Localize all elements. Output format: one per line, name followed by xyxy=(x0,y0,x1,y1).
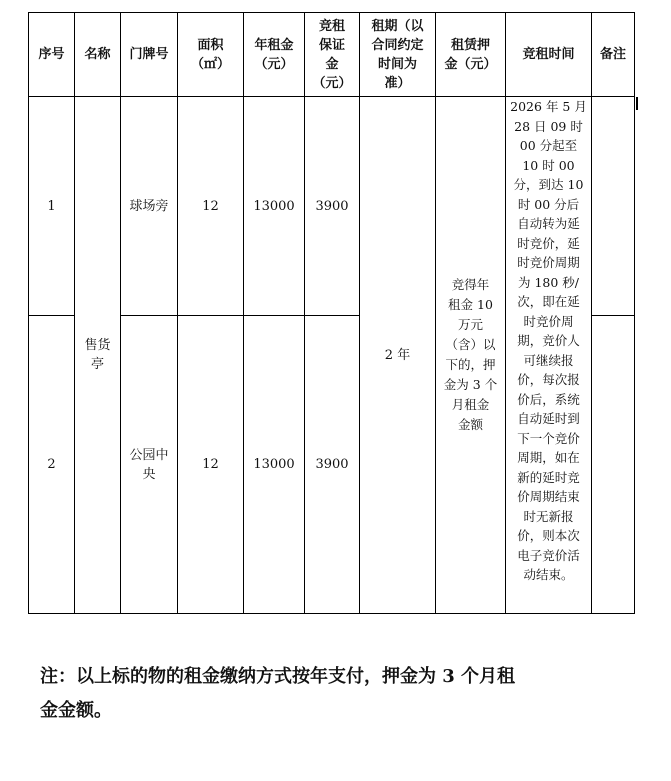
header-deposit: 竞租 保证 金 （元） xyxy=(305,13,360,97)
lease-deposit: 竞得年 租金 10 万元 （含）以 下的，押 金为 3 个 月租金 金额 xyxy=(436,97,506,614)
header-door: 门牌号 xyxy=(121,13,178,97)
header-term: 租期（以 合同约定 时间为 准） xyxy=(360,13,436,97)
lease-term: 2 年 xyxy=(360,97,436,614)
header-seq: 序号 xyxy=(29,13,75,97)
row2-door: 公园中 央 xyxy=(121,316,178,614)
kiosk-name: 售货 亭 xyxy=(75,97,121,614)
footnote: 注：以上标的物的租金缴纳方式按年支付，押金为 3 个月租 金金额。 xyxy=(40,666,516,721)
bid-table xyxy=(28,12,635,614)
row2-rent: 13000 xyxy=(244,316,305,614)
header-remark: 备注 xyxy=(592,13,635,97)
row2-deposit: 3900 xyxy=(305,316,360,614)
header-name: 名称 xyxy=(75,13,121,97)
row2-remark xyxy=(592,316,635,614)
row2-area: 12 xyxy=(178,316,244,614)
row1-deposit: 3900 xyxy=(305,97,360,316)
row1-remark xyxy=(592,97,635,316)
row1-door: 球场旁 xyxy=(121,97,178,316)
header-lease-deposit: 租赁押 金（元） xyxy=(436,13,506,97)
header-row xyxy=(29,13,635,97)
row1-area: 12 xyxy=(178,97,244,316)
bid-time: 2026 年 5 月 28 日 09 时 00 分起至 10 时 00 分，到达 10 时 00 分后 自动转为延 时竞价，延 时竞价周期 为 180 秒/ 次，即在延 时竞价周 期，竞价人 可继续报 价，每次报 价后，系统 自动延时到 下一个竞价 周期，如在 新的延时竞 价周期结束 时无新报 价，则本次 电子竞价活 动结束。 xyxy=(506,97,592,614)
table-row xyxy=(29,97,635,316)
cell-mark xyxy=(636,97,638,110)
header-time: 竞租时间 xyxy=(506,13,592,97)
header-rent: 年租金 （元） xyxy=(244,13,305,97)
header-area: 面积 （㎡） xyxy=(178,13,244,97)
row2-seq: 2 xyxy=(29,316,75,614)
row1-seq: 1 xyxy=(29,97,75,316)
row1-rent: 13000 xyxy=(244,97,305,316)
